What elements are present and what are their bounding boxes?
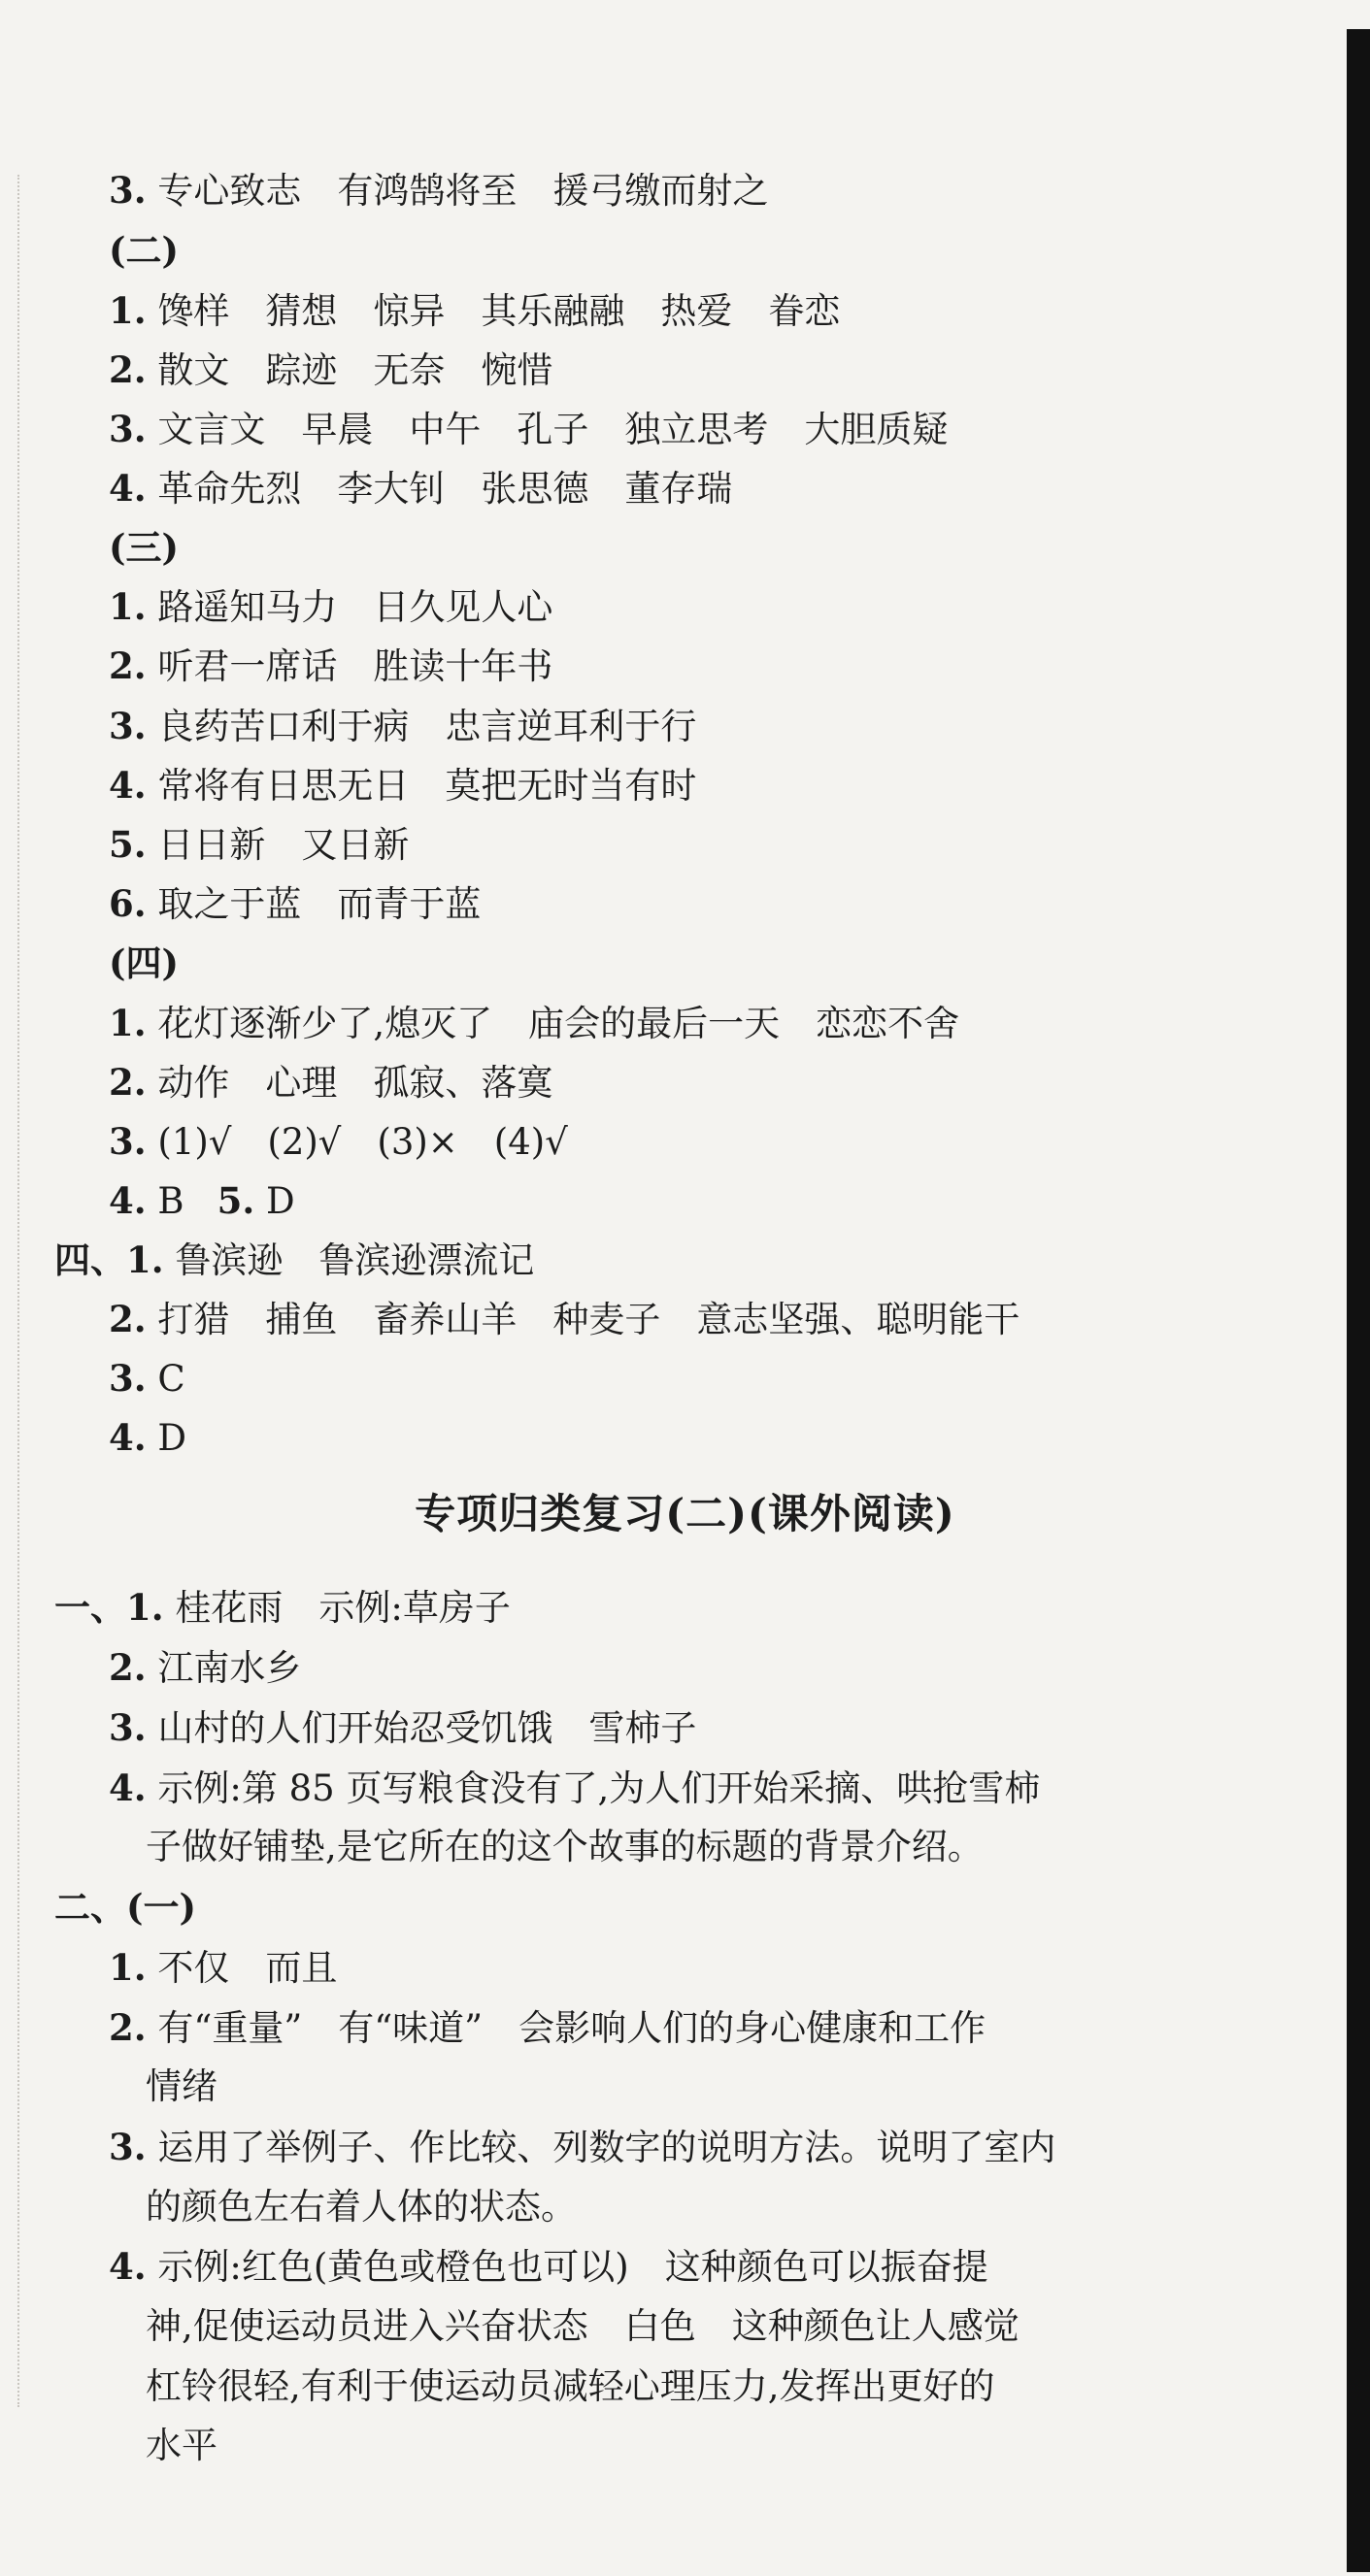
- answer-line: 6. 取之于蓝 而青于蓝: [109, 882, 482, 925]
- answer-line: 2. 江南水乡: [109, 1646, 302, 1689]
- answer-line: 2. 散文 踪迹 无奈 惋惜: [109, 348, 553, 391]
- answer-line: 4. 示例:第 85 页写粮食没有了,为人们开始采摘、哄抢雪柿: [109, 1767, 1041, 1809]
- answer-line: 1. 路遥知马力 日久见人心: [109, 585, 553, 628]
- answer-line: 四、1. 鲁滨逊 鲁滨逊漂流记: [54, 1238, 535, 1281]
- margin-dotted-line: [17, 175, 19, 2407]
- sub-heading: (二): [109, 229, 180, 272]
- sub-heading: (四): [109, 941, 180, 984]
- answer-line-continued: 的颜色左右着人体的状态。: [146, 2186, 577, 2228]
- answer-line: 3. 山村的人们开始忍受饥饿 雪柿子: [109, 1706, 697, 1749]
- answer-line: 1. 馋样 猜想 惊异 其乐融融 热爱 眷恋: [109, 289, 841, 332]
- answer-line: 4. 革命先烈 李大钊 张思德 董存瑞: [109, 467, 733, 510]
- answer-line: 1. 花灯逐渐少了,熄灭了 庙会的最后一天 恋恋不舍: [109, 1002, 960, 1044]
- sub-heading: 二、(一): [54, 1886, 197, 1929]
- answer-line: 4. 示例:红色(黄色或橙色也可以) 这种颜色可以振奋提: [109, 2245, 988, 2288]
- answer-line: 4. B 5. D: [109, 1179, 295, 1222]
- answer-line: 2. 打猎 捕鱼 畜养山羊 种麦子 意志坚强、聪明能干: [109, 1298, 1020, 1340]
- answer-line: 3. C: [109, 1357, 185, 1400]
- answer-line: 3. (1)√ (2)√ (3)× (4)√: [109, 1120, 568, 1163]
- answer-line: 3. 文言文 早晨 中午 孔子 独立思考 大胆质疑: [109, 408, 949, 450]
- answer-line-continued: 杠铃很轻,有利于使运动员减轻心理压力,发挥出更好的: [146, 2365, 995, 2407]
- answer-line: 5. 日日新 又日新: [109, 823, 410, 866]
- answer-line: 3. 运用了举例子、作比较、列数字的说明方法。说明了室内: [109, 2126, 1056, 2168]
- answer-line: 2. 动作 心理 孤寂、落寞: [109, 1061, 553, 1104]
- answer-line-continued: 神,促使运动员进入兴奋状态 白色 这种颜色让人感觉: [146, 2305, 1019, 2347]
- answer-line-continued: 水平: [146, 2425, 217, 2466]
- answer-line: 3. 良药苦口利于病 忠言逆耳利于行: [109, 705, 697, 747]
- answer-line: 2. 有“重量” 有“味道” 会影响人们的身心健康和工作: [109, 2006, 986, 2049]
- answer-line-continued: 情绪: [146, 2065, 217, 2107]
- answer-line-continued: 子做好铺垫,是它所在的这个故事的标题的背景介绍。: [146, 1826, 984, 1867]
- answer-line: 1. 不仅 而且: [109, 1946, 338, 1989]
- answer-line: 4. D: [109, 1416, 187, 1459]
- scan-edge-bar: [1347, 29, 1370, 2572]
- sub-heading: (三): [109, 526, 180, 569]
- answer-line: 3. 专心致志 有鸿鹄将至 援弓缴而射之: [109, 169, 769, 212]
- section-title: 专项归类复习(二)(课外阅读): [415, 1490, 955, 1537]
- answer-line: 4. 常将有日思无日 莫把无时当有时: [109, 764, 697, 807]
- answer-line: 一、1. 桂花雨 示例:草房子: [54, 1586, 511, 1629]
- answer-line: 2. 听君一席话 胜读十年书: [109, 644, 553, 687]
